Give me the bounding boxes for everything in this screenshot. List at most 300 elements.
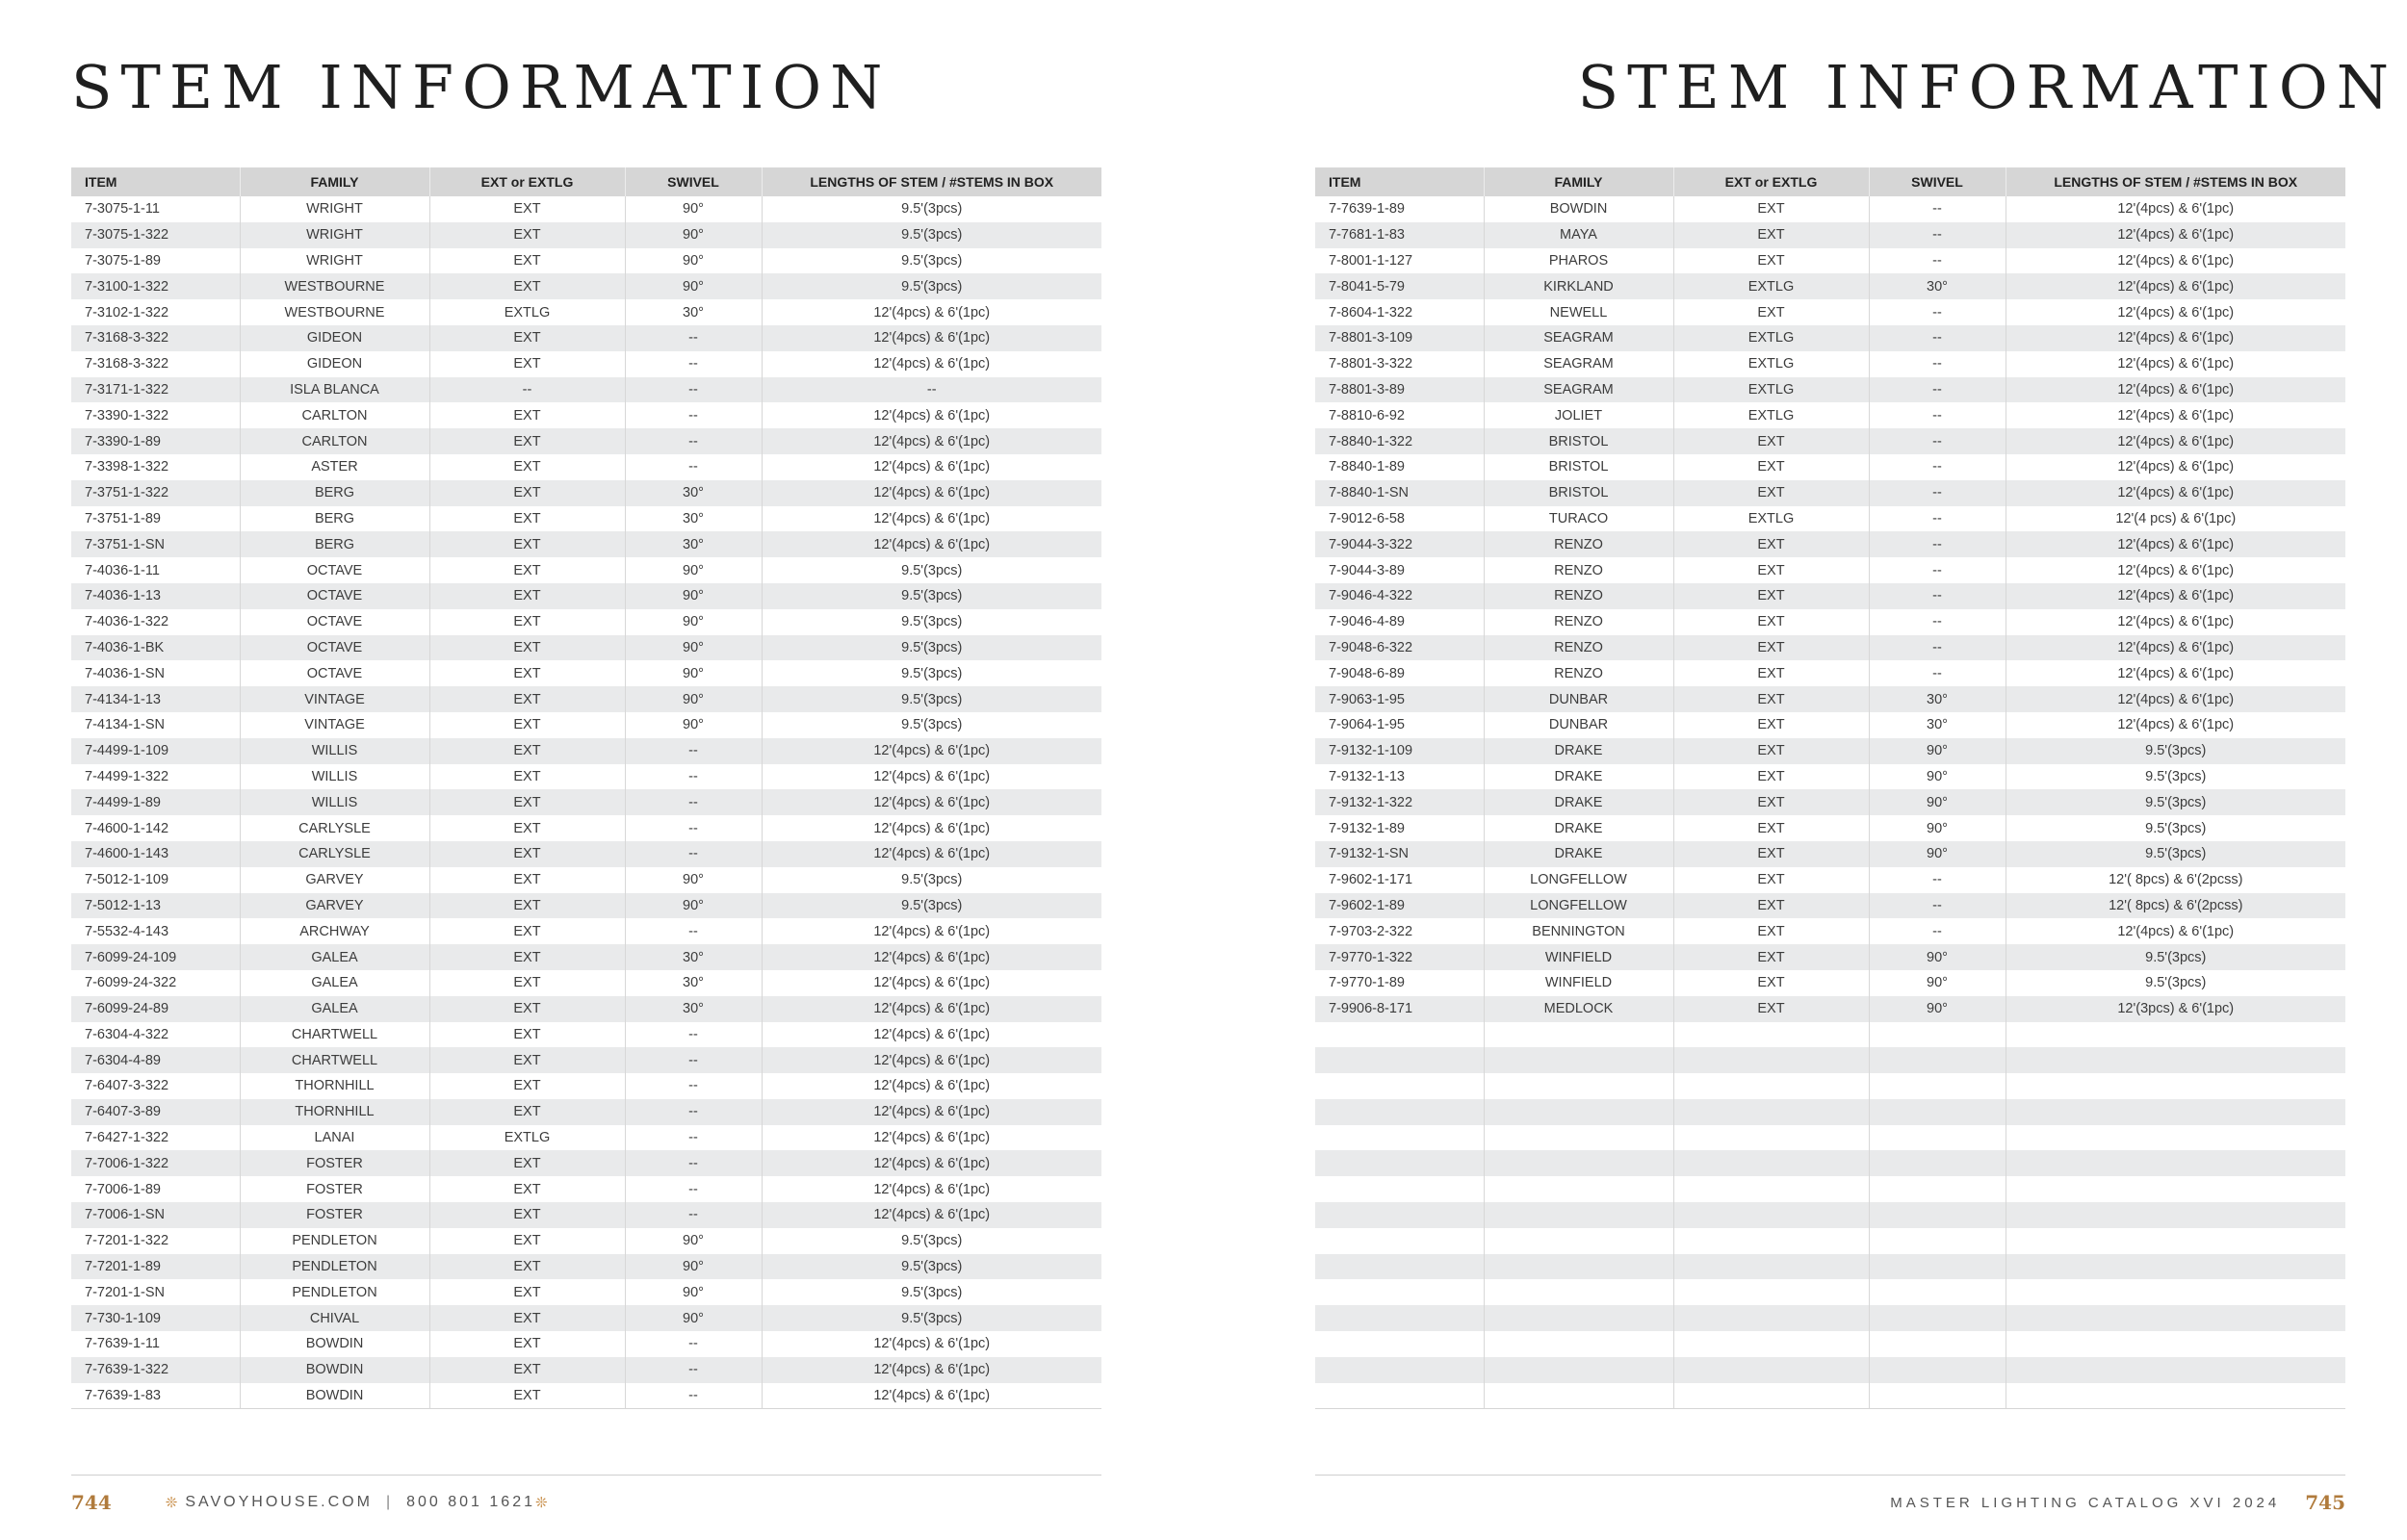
family-cell: VINTAGE <box>240 686 429 712</box>
table-row <box>71 1254 1101 1280</box>
ext-cell: EXT <box>429 402 625 428</box>
family-cell: VINTAGE <box>240 712 429 738</box>
ext-cell: EXT <box>429 789 625 815</box>
lengths-cell: 12'(4pcs) & 6'(1pc) <box>762 764 1101 790</box>
family-cell: LONGFELLOW <box>1484 893 1673 919</box>
family-cell: PENDLETON <box>240 1254 429 1280</box>
empty-cell <box>2006 1331 2345 1357</box>
page-number: 744 <box>71 1491 112 1514</box>
lengths-cell: 9.5'(3pcs) <box>2006 841 2345 867</box>
ext-cell: EXT <box>429 248 625 274</box>
table-row <box>71 248 1101 274</box>
ext-cell: EXT <box>429 893 625 919</box>
table-row <box>71 325 1101 351</box>
family-cell: GALEA <box>240 944 429 970</box>
empty-cell <box>1484 1305 1673 1331</box>
page-title: STEM INFORMATION <box>1577 52 2397 122</box>
empty-cell <box>2006 1099 2345 1125</box>
ext-cell: EXTLG <box>1673 377 1869 403</box>
ext-cell: EXT <box>1673 789 1869 815</box>
swivel-cell: -- <box>1869 660 2006 686</box>
lengths-cell: 12'(4pcs) & 6'(1pc) <box>2006 686 2345 712</box>
family-cell: PHAROS <box>1484 248 1673 274</box>
swivel-cell: -- <box>625 428 762 454</box>
family-cell: SEAGRAM <box>1484 325 1673 351</box>
lengths-cell: 12'( 8pcs) & 6'(2pcss) <box>2006 893 2345 919</box>
ext-cell: EXTLG <box>429 1125 625 1151</box>
swivel-cell: 90° <box>625 1254 762 1280</box>
ext-cell: EXT <box>429 273 625 299</box>
family-cell: RENZO <box>1484 660 1673 686</box>
empty-cell <box>1484 1073 1673 1099</box>
table-row <box>1315 789 2345 815</box>
item-cell: 7-7006-1-322 <box>71 1150 240 1176</box>
item-cell: 7-6099-24-322 <box>71 970 240 996</box>
stem-table-right <box>1315 167 2345 1409</box>
item-cell: 7-4499-1-109 <box>71 738 240 764</box>
ext-cell: EXT <box>429 1099 625 1125</box>
lengths-cell: 9.5'(3pcs) <box>2006 789 2345 815</box>
empty-cell <box>1869 1279 2006 1305</box>
table-row <box>71 1279 1101 1305</box>
item-cell: 7-9906-8-171 <box>1315 996 1484 1022</box>
table-row <box>71 944 1101 970</box>
ext-cell: EXT <box>429 970 625 996</box>
ext-cell: EXT <box>429 1357 625 1383</box>
ext-cell: EXTLG <box>1673 506 1869 532</box>
col-header-swivel: SWIVEL <box>1869 167 2006 196</box>
empty-cell <box>2006 1357 2345 1383</box>
lengths-cell: 12'(4pcs) & 6'(1pc) <box>762 325 1101 351</box>
lengths-cell: 12'( 8pcs) & 6'(2pcss) <box>2006 867 2345 893</box>
family-cell: OCTAVE <box>240 635 429 661</box>
table-row <box>1315 893 2345 919</box>
lengths-cell: 9.5'(3pcs) <box>762 712 1101 738</box>
empty-table-row <box>1315 1383 2345 1409</box>
lengths-cell: 12'(4pcs) & 6'(1pc) <box>2006 222 2345 248</box>
ext-cell: EXT <box>429 918 625 944</box>
family-cell: DRAKE <box>1484 789 1673 815</box>
swivel-cell: -- <box>1869 635 2006 661</box>
empty-cell <box>1869 1047 2006 1073</box>
family-cell: ASTER <box>240 454 429 480</box>
family-cell: FOSTER <box>240 1150 429 1176</box>
empty-cell <box>1673 1073 1869 1099</box>
lengths-cell: 12'(4pcs) & 6'(1pc) <box>762 918 1101 944</box>
table-row <box>71 1176 1101 1202</box>
catalog-name: MASTER LIGHTING CATALOG XVI 2024 <box>1890 1494 2281 1511</box>
empty-cell <box>1869 1202 2006 1228</box>
swivel-cell: 90° <box>625 222 762 248</box>
table-row <box>71 609 1101 635</box>
table-row <box>1315 273 2345 299</box>
item-cell: 7-3751-1-322 <box>71 480 240 506</box>
empty-cell <box>1315 1357 1484 1383</box>
lengths-cell: 9.5'(3pcs) <box>762 1254 1101 1280</box>
ext-cell: EXTLG <box>1673 351 1869 377</box>
ext-cell: EXT <box>1673 970 1869 996</box>
lengths-cell: 12'(4pcs) & 6'(1pc) <box>2006 557 2345 583</box>
family-cell: KIRKLAND <box>1484 273 1673 299</box>
swivel-cell: -- <box>625 1099 762 1125</box>
ext-cell: EXT <box>429 660 625 686</box>
table-row <box>71 893 1101 919</box>
swivel-cell: 90° <box>1869 944 2006 970</box>
item-cell: 7-3075-1-322 <box>71 222 240 248</box>
swivel-cell: 90° <box>625 609 762 635</box>
ext-cell: EXT <box>1673 557 1869 583</box>
empty-table-row <box>1315 1125 2345 1151</box>
item-cell: 7-7639-1-322 <box>71 1357 240 1383</box>
empty-cell <box>1484 1254 1673 1280</box>
family-cell: CARLYSLE <box>240 815 429 841</box>
empty-table-row <box>1315 1176 2345 1202</box>
ext-cell: EXT <box>429 506 625 532</box>
family-cell: RENZO <box>1484 583 1673 609</box>
lengths-cell: 12'(4pcs) & 6'(1pc) <box>2006 325 2345 351</box>
ext-cell: EXT <box>429 609 625 635</box>
ext-cell: EXTLG <box>1673 402 1869 428</box>
table-row <box>1315 506 2345 532</box>
family-cell: GARVEY <box>240 867 429 893</box>
swivel-cell: 90° <box>1869 815 2006 841</box>
lengths-cell: 12'(4pcs) & 6'(1pc) <box>762 841 1101 867</box>
lengths-cell: 12'(4pcs) & 6'(1pc) <box>762 351 1101 377</box>
swivel-cell: 90° <box>625 712 762 738</box>
empty-cell <box>1315 1383 1484 1409</box>
family-cell: BOWDIN <box>240 1383 429 1409</box>
lengths-cell: 9.5'(3pcs) <box>762 660 1101 686</box>
item-cell: 7-8801-3-89 <box>1315 377 1484 403</box>
item-cell: 7-4036-1-11 <box>71 557 240 583</box>
family-cell: RENZO <box>1484 635 1673 661</box>
ext-cell: EXT <box>1673 996 1869 1022</box>
empty-cell <box>2006 1305 2345 1331</box>
lengths-cell: 12'(4pcs) & 6'(1pc) <box>2006 583 2345 609</box>
table-row <box>71 299 1101 325</box>
item-cell: 7-3168-3-322 <box>71 325 240 351</box>
ext-cell: EXT <box>429 996 625 1022</box>
empty-table-row <box>1315 1202 2345 1228</box>
empty-cell <box>1673 1125 1869 1151</box>
website-link[interactable]: SAVOYHOUSE.COM <box>185 1494 373 1510</box>
item-cell: 7-4036-1-SN <box>71 660 240 686</box>
item-cell: 7-3168-3-322 <box>71 351 240 377</box>
swivel-cell: -- <box>625 1176 762 1202</box>
family-cell: CARLTON <box>240 428 429 454</box>
ext-cell: EXT <box>1673 893 1869 919</box>
lengths-cell: 12'(4pcs) & 6'(1pc) <box>2006 351 2345 377</box>
right-page <box>1204 0 2407 1540</box>
empty-cell <box>1869 1357 2006 1383</box>
ext-cell: EXT <box>1673 738 1869 764</box>
table-row <box>71 686 1101 712</box>
family-cell: WINFIELD <box>1484 944 1673 970</box>
empty-cell <box>1869 1099 2006 1125</box>
empty-cell <box>1315 1022 1484 1048</box>
swivel-cell: -- <box>1869 609 2006 635</box>
swivel-cell: 30° <box>625 506 762 532</box>
ext-cell: EXT <box>1673 196 1869 222</box>
col-header-lengths: LENGTHS OF STEM / #STEMS IN BOX <box>762 167 1101 196</box>
swivel-cell: -- <box>1869 454 2006 480</box>
table-row <box>71 841 1101 867</box>
lengths-cell: 12'(4pcs) & 6'(1pc) <box>2006 480 2345 506</box>
empty-cell <box>1673 1022 1869 1048</box>
table-row <box>71 970 1101 996</box>
empty-cell <box>1484 1022 1673 1048</box>
ext-cell: EXT <box>1673 609 1869 635</box>
item-cell: 7-9132-1-322 <box>1315 789 1484 815</box>
lengths-cell: 12'(4pcs) & 6'(1pc) <box>2006 299 2345 325</box>
family-cell: JOLIET <box>1484 402 1673 428</box>
item-cell: 7-7201-1-322 <box>71 1228 240 1254</box>
lengths-cell: 12'(4 pcs) & 6'(1pc) <box>2006 506 2345 532</box>
item-cell: 7-4036-1-322 <box>71 609 240 635</box>
empty-cell <box>1315 1202 1484 1228</box>
swivel-cell: 30° <box>625 299 762 325</box>
ext-cell: EXT <box>429 944 625 970</box>
col-header-item: ITEM <box>71 167 240 196</box>
swivel-cell: 90° <box>625 273 762 299</box>
swivel-cell: -- <box>1869 351 2006 377</box>
ext-cell: EXT <box>429 764 625 790</box>
swivel-cell: 90° <box>1869 970 2006 996</box>
table-row <box>1315 377 2345 403</box>
empty-cell <box>1673 1047 1869 1073</box>
empty-cell <box>1673 1150 1869 1176</box>
item-cell: 7-9012-6-58 <box>1315 506 1484 532</box>
empty-cell <box>1673 1279 1869 1305</box>
swivel-cell: -- <box>625 1125 762 1151</box>
lengths-cell: 12'(4pcs) & 6'(1pc) <box>762 1125 1101 1151</box>
lengths-cell: 12'(4pcs) & 6'(1pc) <box>762 815 1101 841</box>
empty-table-row <box>1315 1099 2345 1125</box>
table-row <box>1315 325 2345 351</box>
table-row <box>1315 841 2345 867</box>
family-cell: DRAKE <box>1484 738 1673 764</box>
family-cell: THORNHILL <box>240 1099 429 1125</box>
swivel-cell: 30° <box>625 480 762 506</box>
empty-cell <box>1484 1331 1673 1357</box>
table-row <box>1315 918 2345 944</box>
table-row <box>1315 867 2345 893</box>
swivel-cell: -- <box>1869 402 2006 428</box>
family-cell: BERG <box>240 531 429 557</box>
family-cell: OCTAVE <box>240 583 429 609</box>
lengths-cell: 12'(4pcs) & 6'(1pc) <box>762 1357 1101 1383</box>
ext-cell: EXT <box>1673 531 1869 557</box>
empty-cell <box>1673 1176 1869 1202</box>
empty-cell <box>1484 1202 1673 1228</box>
family-cell: BOWDIN <box>1484 196 1673 222</box>
table-row <box>71 377 1101 403</box>
lengths-cell: 12'(4pcs) & 6'(1pc) <box>2006 428 2345 454</box>
ext-cell: EXT <box>429 1228 625 1254</box>
lengths-cell: 12'(4pcs) & 6'(1pc) <box>762 1099 1101 1125</box>
family-cell: FOSTER <box>240 1176 429 1202</box>
empty-cell <box>1315 1331 1484 1357</box>
table-row <box>71 583 1101 609</box>
ext-cell: EXT <box>429 325 625 351</box>
item-cell: 7-8001-1-127 <box>1315 248 1484 274</box>
ext-cell: EXT <box>429 686 625 712</box>
empty-cell <box>1484 1357 1673 1383</box>
empty-table-row <box>1315 1305 2345 1331</box>
star-icon: ❊ <box>165 1495 178 1511</box>
table-row <box>71 1331 1101 1357</box>
lengths-cell: 12'(4pcs) & 6'(1pc) <box>762 1383 1101 1409</box>
table-row <box>1315 531 2345 557</box>
item-cell: 7-6304-4-322 <box>71 1022 240 1048</box>
empty-cell <box>1869 1383 2006 1409</box>
item-cell: 7-7201-1-89 <box>71 1254 240 1280</box>
family-cell: RENZO <box>1484 557 1673 583</box>
table-row <box>71 480 1101 506</box>
col-header-ext: EXT or EXTLG <box>1673 167 1869 196</box>
table-row <box>1315 660 2345 686</box>
table-row <box>1315 764 2345 790</box>
ext-cell: EXT <box>429 1176 625 1202</box>
phone-number: 800 801 1621 <box>406 1494 535 1510</box>
item-cell: 7-7639-1-89 <box>1315 196 1484 222</box>
table-row <box>71 454 1101 480</box>
empty-cell <box>2006 1254 2345 1280</box>
item-cell: 7-9048-6-322 <box>1315 635 1484 661</box>
family-cell: LONGFELLOW <box>1484 867 1673 893</box>
empty-cell <box>2006 1073 2345 1099</box>
item-cell: 7-8840-1-322 <box>1315 428 1484 454</box>
family-cell: BOWDIN <box>240 1357 429 1383</box>
item-cell: 7-9132-1-13 <box>1315 764 1484 790</box>
ext-cell: EXT <box>429 196 625 222</box>
lengths-cell: -- <box>762 377 1101 403</box>
swivel-cell: -- <box>625 1047 762 1073</box>
col-header-item: ITEM <box>1315 167 1484 196</box>
table-row <box>71 273 1101 299</box>
lengths-cell: 12'(4pcs) & 6'(1pc) <box>762 428 1101 454</box>
empty-cell <box>1673 1357 1869 1383</box>
ext-cell: EXT <box>429 738 625 764</box>
swivel-cell: -- <box>625 1202 762 1228</box>
family-cell: WRIGHT <box>240 248 429 274</box>
swivel-cell: -- <box>625 789 762 815</box>
page-title: STEM INFORMATION <box>71 52 892 122</box>
lengths-cell: 12'(4pcs) & 6'(1pc) <box>2006 248 2345 274</box>
empty-cell <box>1869 1150 2006 1176</box>
swivel-cell: -- <box>625 377 762 403</box>
item-cell: 7-4036-1-BK <box>71 635 240 661</box>
table-row <box>71 1099 1101 1125</box>
family-cell: DUNBAR <box>1484 712 1673 738</box>
swivel-cell: 90° <box>625 557 762 583</box>
empty-cell <box>1484 1383 1673 1409</box>
table-row <box>1315 583 2345 609</box>
ext-cell: EXT <box>429 1254 625 1280</box>
item-cell: 7-9044-3-322 <box>1315 531 1484 557</box>
swivel-cell: -- <box>1869 918 2006 944</box>
swivel-cell: 90° <box>625 1279 762 1305</box>
empty-cell <box>1484 1047 1673 1073</box>
empty-cell <box>2006 1383 2345 1409</box>
swivel-cell: -- <box>625 1331 762 1357</box>
family-cell: GARVEY <box>240 893 429 919</box>
family-cell: WESTBOURNE <box>240 273 429 299</box>
col-header-family: FAMILY <box>240 167 429 196</box>
ext-cell: EXT <box>429 1331 625 1357</box>
empty-cell <box>1484 1125 1673 1151</box>
table-row <box>1315 248 2345 274</box>
item-cell: 7-730-1-109 <box>71 1305 240 1331</box>
swivel-cell: -- <box>1869 893 2006 919</box>
item-cell: 7-8041-5-79 <box>1315 273 1484 299</box>
item-cell: 7-7006-1-89 <box>71 1176 240 1202</box>
item-cell: 7-7201-1-SN <box>71 1279 240 1305</box>
lengths-cell: 12'(4pcs) & 6'(1pc) <box>762 402 1101 428</box>
table-row <box>1315 635 2345 661</box>
swivel-cell: 90° <box>625 867 762 893</box>
empty-table-row <box>1315 1254 2345 1280</box>
ext-cell: EXT <box>1673 686 1869 712</box>
item-cell: 7-9602-1-89 <box>1315 893 1484 919</box>
lengths-cell: 12'(4pcs) & 6'(1pc) <box>762 789 1101 815</box>
table-row <box>71 351 1101 377</box>
item-cell: 7-8840-1-89 <box>1315 454 1484 480</box>
lengths-cell: 9.5'(3pcs) <box>2006 970 2345 996</box>
ext-cell: EXT <box>429 1383 625 1409</box>
family-cell: CHARTWELL <box>240 1022 429 1048</box>
ext-cell: EXT <box>429 841 625 867</box>
item-cell: 7-8604-1-322 <box>1315 299 1484 325</box>
empty-table-row <box>1315 1357 2345 1383</box>
lengths-cell: 12'(4pcs) & 6'(1pc) <box>2006 660 2345 686</box>
family-cell: BRISTOL <box>1484 428 1673 454</box>
swivel-cell: -- <box>625 738 762 764</box>
swivel-cell: 90° <box>625 248 762 274</box>
lengths-cell: 12'(4pcs) & 6'(1pc) <box>762 738 1101 764</box>
item-cell: 7-6407-3-89 <box>71 1099 240 1125</box>
swivel-cell: 90° <box>625 1305 762 1331</box>
family-cell: CARLTON <box>240 402 429 428</box>
swivel-cell: -- <box>1869 222 2006 248</box>
ext-cell: EXT <box>429 1305 625 1331</box>
swivel-cell: -- <box>625 815 762 841</box>
item-cell: 7-9048-6-89 <box>1315 660 1484 686</box>
item-cell: 7-6427-1-322 <box>71 1125 240 1151</box>
ext-cell: EXT <box>1673 222 1869 248</box>
footer-divider <box>1315 1475 2345 1476</box>
item-cell: 7-5012-1-13 <box>71 893 240 919</box>
family-cell: CHIVAL <box>240 1305 429 1331</box>
table-row <box>1315 738 2345 764</box>
star-icon: ❊ <box>534 1495 548 1511</box>
family-cell: CARLYSLE <box>240 841 429 867</box>
swivel-cell: -- <box>1869 480 2006 506</box>
lengths-cell: 12'(4pcs) & 6'(1pc) <box>2006 531 2345 557</box>
ext-cell: EXT <box>429 222 625 248</box>
table-row <box>71 531 1101 557</box>
item-cell: 7-9703-2-322 <box>1315 918 1484 944</box>
item-cell: 7-7681-1-83 <box>1315 222 1484 248</box>
swivel-cell: -- <box>625 351 762 377</box>
ext-cell: EXT <box>429 531 625 557</box>
ext-cell: EXT <box>429 1047 625 1073</box>
empty-cell <box>1484 1279 1673 1305</box>
footer-left <box>71 1491 548 1514</box>
table-row <box>71 996 1101 1022</box>
empty-cell <box>2006 1176 2345 1202</box>
empty-table-row <box>1315 1150 2345 1176</box>
